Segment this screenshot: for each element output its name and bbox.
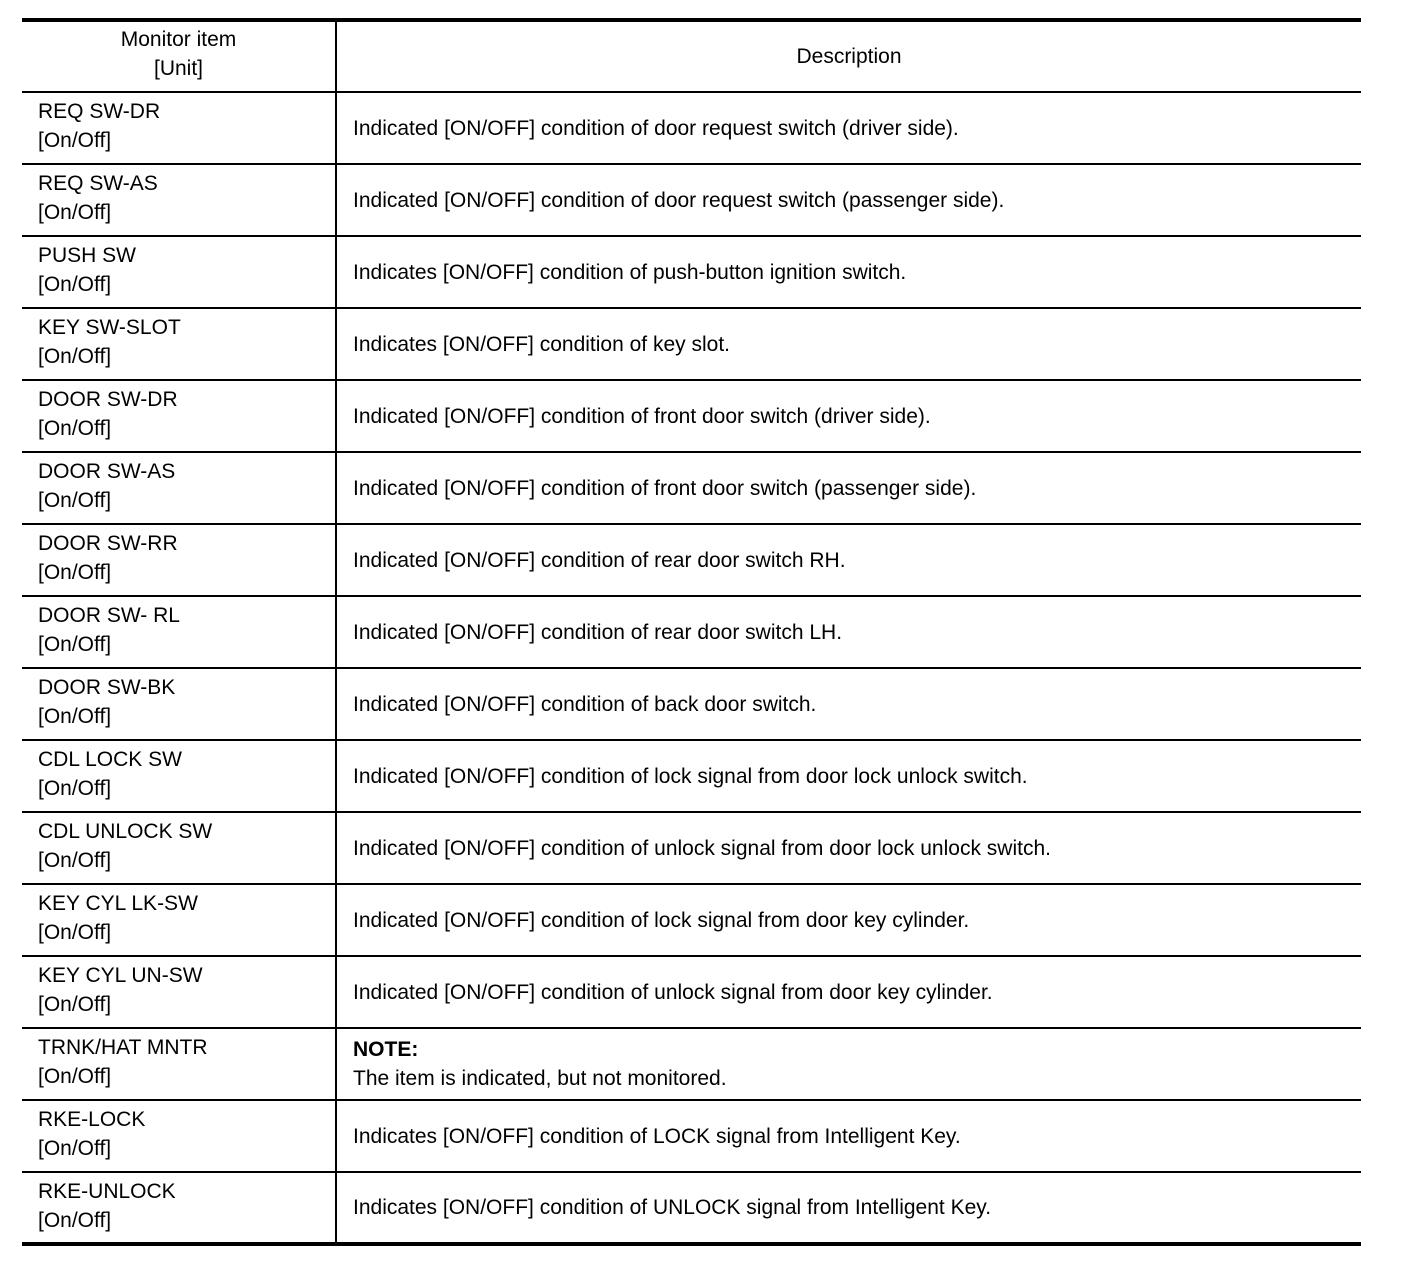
monitor-item-unit: [On/Off] bbox=[38, 345, 112, 368]
monitor-item-cell bbox=[22, 1172, 336, 1244]
monitor-item-unit: [On/Off] bbox=[38, 129, 112, 152]
table-row bbox=[22, 668, 1361, 740]
monitor-item-name: DOOR SW-RR bbox=[38, 532, 178, 555]
monitor-item-cell bbox=[22, 596, 336, 668]
description-cell bbox=[336, 380, 1361, 452]
monitor-item-name: REQ SW-DR bbox=[38, 100, 161, 123]
monitor-item-name: DOOR SW- RL bbox=[38, 604, 180, 627]
description-cell bbox=[336, 236, 1361, 308]
description-text: Indicated [ON/OFF] condition of door request switch (passenger side). bbox=[353, 188, 1005, 212]
description-text: Indicated [ON/OFF] condition of rear door switch RH. bbox=[353, 548, 846, 572]
table-row bbox=[22, 740, 1361, 812]
description-cell bbox=[336, 668, 1361, 740]
monitor-item-name: TRNK/HAT MNTR bbox=[38, 1036, 208, 1059]
header-row bbox=[22, 20, 1361, 92]
monitor-item-cell bbox=[22, 956, 336, 1028]
monitor-item-name: KEY SW-SLOT bbox=[38, 316, 181, 339]
table-row bbox=[22, 596, 1361, 668]
note-label: NOTE: bbox=[353, 1038, 419, 1061]
monitor-item-unit: [On/Off] bbox=[38, 201, 112, 224]
table-row bbox=[22, 380, 1361, 452]
monitor-item-name: DOOR SW-BK bbox=[38, 676, 176, 699]
monitor-item-cell bbox=[22, 236, 336, 308]
header-description: Description bbox=[796, 45, 902, 68]
table-row bbox=[22, 812, 1361, 884]
monitor-item-table bbox=[22, 18, 1361, 1246]
description-cell bbox=[336, 596, 1361, 668]
monitor-item-unit: [On/Off] bbox=[38, 921, 112, 944]
description-text: Indicated [ON/OFF] condition of unlock signal from door key cylinder. bbox=[353, 980, 993, 1004]
table-row bbox=[22, 956, 1361, 1028]
table-row bbox=[22, 1100, 1361, 1172]
table-row bbox=[22, 164, 1361, 236]
monitor-item-name: KEY CYL UN-SW bbox=[38, 964, 203, 987]
monitor-item-unit: [On/Off] bbox=[38, 1137, 112, 1160]
monitor-item-unit: [On/Off] bbox=[38, 561, 112, 584]
description-text: Indicated [ON/OFF] condition of door request switch (driver side). bbox=[353, 116, 959, 140]
header-monitor-item-label: Monitor item bbox=[120, 27, 237, 51]
monitor-item-unit: [On/Off] bbox=[38, 489, 112, 512]
monitor-item-unit: [On/Off] bbox=[38, 273, 112, 296]
description-text: Indicates [ON/OFF] condition of key slot. bbox=[353, 332, 730, 356]
description-text: Indicated [ON/OFF] condition of lock signal from door lock unlock switch. bbox=[353, 764, 1028, 788]
description-cell bbox=[336, 524, 1361, 596]
description-text: Indicated [ON/OFF] condition of lock signal from door key cylinder. bbox=[353, 908, 970, 932]
monitor-item-cell bbox=[22, 452, 336, 524]
description-cell bbox=[336, 740, 1361, 812]
description-cell bbox=[336, 884, 1361, 956]
monitor-item-cell bbox=[22, 92, 336, 164]
header-monitor-item bbox=[22, 20, 336, 92]
description-text: Indicated [ON/OFF] condition of back door switch. bbox=[353, 692, 817, 716]
description-text: The item is indicated, but not monitored. bbox=[353, 1067, 727, 1090]
description-cell bbox=[336, 1172, 1361, 1244]
monitor-item-cell bbox=[22, 524, 336, 596]
description-text: Indicates [ON/OFF] condition of LOCK signal from Intelligent Key. bbox=[353, 1124, 961, 1148]
monitor-item-cell bbox=[22, 740, 336, 812]
table-row bbox=[22, 884, 1361, 956]
description-cell bbox=[336, 1028, 1361, 1100]
table-body bbox=[22, 92, 1361, 1244]
monitor-item-unit: [On/Off] bbox=[38, 849, 112, 872]
monitor-item-unit: [On/Off] bbox=[38, 633, 112, 656]
monitor-item-name: KEY CYL LK-SW bbox=[38, 892, 198, 915]
description-cell bbox=[336, 956, 1361, 1028]
description-text: Indicated [ON/OFF] condition of unlock signal from door lock unlock switch. bbox=[353, 836, 1051, 860]
description-cell bbox=[336, 1100, 1361, 1172]
monitor-item-name: RKE-LOCK bbox=[38, 1108, 146, 1131]
description-cell bbox=[336, 452, 1361, 524]
table-row bbox=[22, 524, 1361, 596]
monitor-item-name: CDL UNLOCK SW bbox=[38, 820, 213, 843]
description-text: Indicated [ON/OFF] condition of front door switch (driver side). bbox=[353, 404, 931, 428]
header-unit-label: [Unit] bbox=[153, 56, 203, 80]
table-header bbox=[22, 20, 1361, 92]
description-cell bbox=[336, 812, 1361, 884]
description-cell bbox=[336, 92, 1361, 164]
description-cell bbox=[336, 164, 1361, 236]
table-row bbox=[22, 236, 1361, 308]
monitor-item-name: REQ SW-AS bbox=[38, 172, 158, 195]
monitor-item-cell bbox=[22, 1100, 336, 1172]
description-text: Indicated [ON/OFF] condition of rear door switch LH. bbox=[353, 620, 843, 644]
monitor-item-unit: [On/Off] bbox=[38, 777, 112, 800]
table-row bbox=[22, 308, 1361, 380]
monitor-item-name: DOOR SW-AS bbox=[38, 460, 176, 483]
description-text: Indicated [ON/OFF] condition of front door switch (passenger side). bbox=[353, 476, 977, 500]
monitor-item-cell bbox=[22, 884, 336, 956]
monitor-item-cell bbox=[22, 308, 336, 380]
description-text: Indicates [ON/OFF] condition of push-button ignition switch. bbox=[353, 260, 907, 284]
monitor-item-unit: [On/Off] bbox=[38, 417, 112, 440]
monitor-item-name: DOOR SW-DR bbox=[38, 388, 178, 411]
monitor-item-unit: [On/Off] bbox=[38, 705, 112, 728]
monitor-item-cell bbox=[22, 164, 336, 236]
monitor-item-cell bbox=[22, 380, 336, 452]
table-row bbox=[22, 452, 1361, 524]
monitor-item-unit: [On/Off] bbox=[38, 1065, 112, 1088]
table-row bbox=[22, 1172, 1361, 1244]
monitor-item-name: CDL LOCK SW bbox=[38, 748, 182, 771]
monitor-item-table-container bbox=[22, 18, 1361, 1246]
monitor-item-cell bbox=[22, 668, 336, 740]
description-cell bbox=[336, 308, 1361, 380]
monitor-item-cell bbox=[22, 1028, 336, 1100]
description-text: Indicates [ON/OFF] condition of UNLOCK signal from Intelligent Key. bbox=[353, 1196, 992, 1219]
table-row bbox=[22, 92, 1361, 164]
monitor-item-unit: [On/Off] bbox=[38, 993, 112, 1016]
table-row bbox=[22, 1028, 1361, 1100]
monitor-item-name: RKE-UNLOCK bbox=[38, 1180, 176, 1203]
monitor-item-unit: [On/Off] bbox=[38, 1209, 112, 1232]
monitor-item-name: PUSH SW bbox=[38, 244, 137, 267]
monitor-item-cell bbox=[22, 812, 336, 884]
